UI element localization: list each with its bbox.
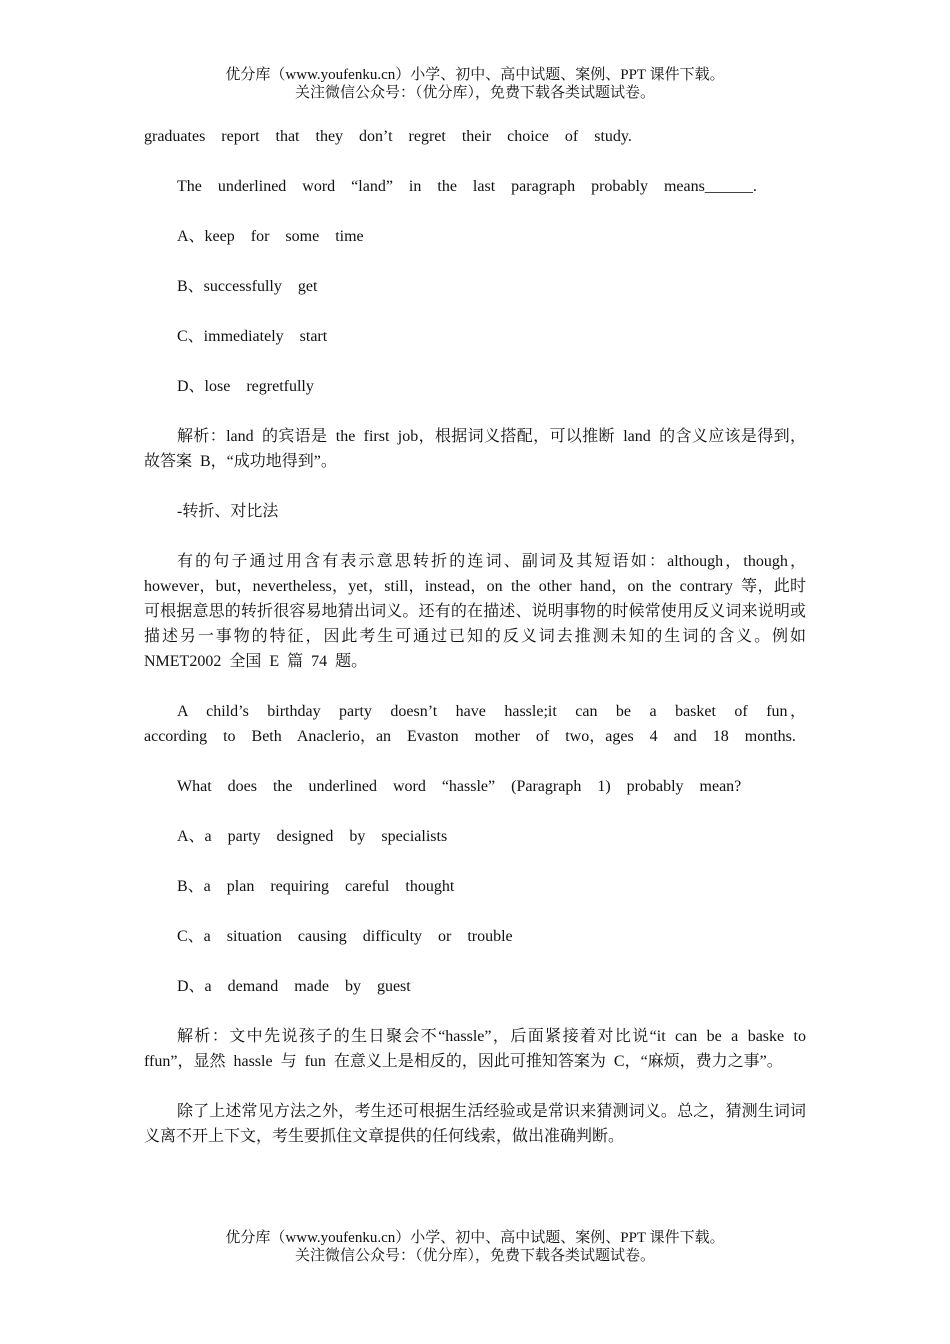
footer-line-2: 关注微信公众号：（优分库），免费下载各类试题试卷。 <box>294 1248 655 1264</box>
option-c-land: C、immediately start <box>177 328 328 345</box>
document-body <box>144 124 806 1174</box>
option-a-land: A、keep for some time <box>177 228 364 245</box>
paragraph-conclusion: 除了上述常见方法之外，考生还可根据生活经验或是常识来猜测词义。总之，猜测生词词义离不开上下文，考生要抓住文章提供的任何线索，做出准确判断。 <box>144 1103 806 1145</box>
option-b-hassle: B、a plan requiring careful thought <box>177 878 455 895</box>
paragraph-continuation: graduates report that they don’t regret their choice of study. <box>144 128 632 145</box>
header-line-1: 优分库（www.youfenku.cn）小学、初中、高中试题、案例、PPT 课件下载。 <box>225 67 725 83</box>
analysis-land: 解析：land 的宾语是 the first job，根据词义搭配，可以推断 land 的含义应该是得到，故答案 B，“成功地得到”。 <box>144 428 806 470</box>
page-footer <box>0 1229 950 1265</box>
option-d-land: D、lose regretfully <box>177 378 314 395</box>
option-c-hassle: C、a situation causing difficulty or trouble <box>177 928 513 945</box>
section-heading-contrast: -转折、对比法 <box>177 503 279 520</box>
footer-line-1: 优分库（www.youfenku.cn）小学、初中、高中试题、案例、PPT 课件下载。 <box>225 1230 725 1246</box>
analysis-hassle: 解析：文中先说孩子的生日聚会不“hassle”，后面紧接着对比说“it can be a baske to ffun”，显然 hassle 与 fun 在意义上是相反的，因此可推知答案为 C，“麻烦，费力之事”。 <box>144 1028 806 1070</box>
page-header <box>0 66 950 102</box>
option-b-land: B、successfully get <box>177 278 318 295</box>
option-a-hassle: A、a party designed by specialists <box>177 828 448 845</box>
example-passage: A child’s birthday party doesn’t have hassle;it can be a basket of fun，according to Beth Anaclerio，an Evaston mother of two，ages 4 and 18 months. <box>144 703 806 745</box>
question-land: The underlined word “land” in the last paragraph probably means______. <box>177 178 757 195</box>
option-d-hassle: D、a demand made by guest <box>177 978 411 995</box>
header-line-2: 关注微信公众号：（优分库），免费下载各类试题试卷。 <box>294 85 655 101</box>
question-hassle: What does the underlined word “hassle” (Paragraph 1) probably mean? <box>177 778 742 795</box>
paragraph-contrast-method: 有的句子通过用含有表示意思转折的连词、副词及其短语如：although，though，however，but，nevertheless，yet，still，instead，on the other hand，on the contrary 等，此时可根据意思的转折很容易地猜出词义。还有的在描述、说明事物的时候常使用反义词来说明或描述另一事物的特征，因此考生可通过已知的反义词去推测未知的生词的含义。例如 NMET2002 全国 E 篇 74 题。 <box>144 553 806 670</box>
